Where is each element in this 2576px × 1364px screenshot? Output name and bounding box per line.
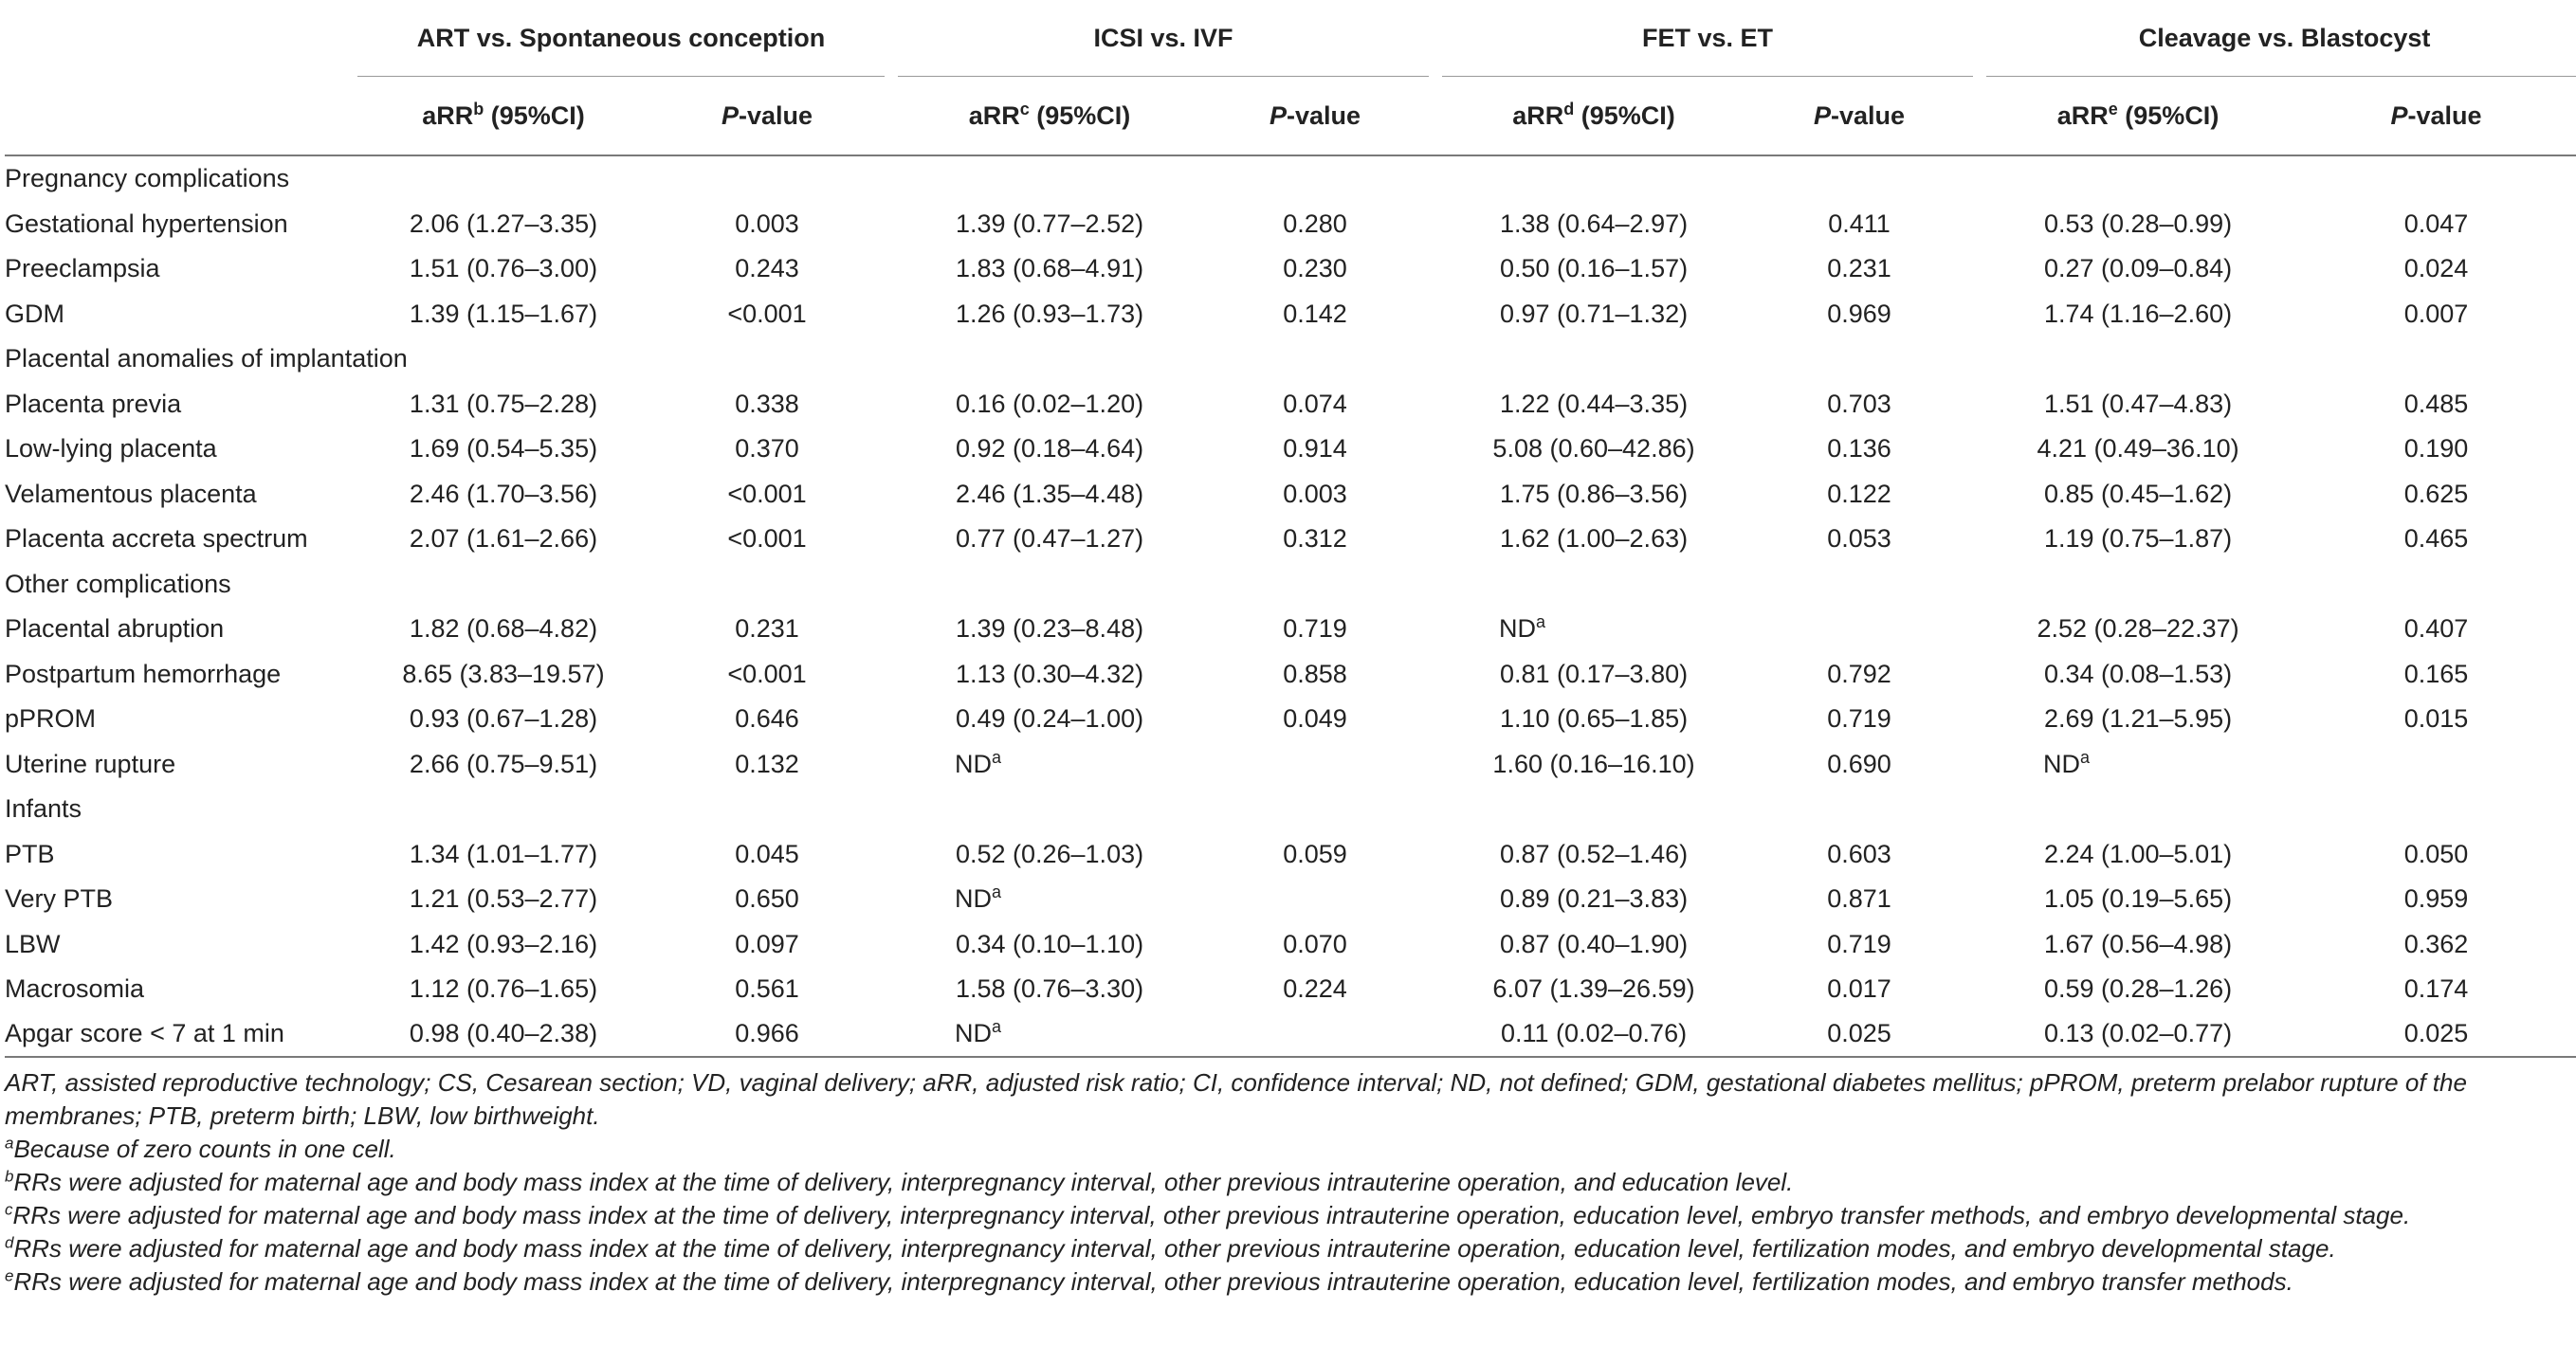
arr-value: 8.65 (3.83–19.57) bbox=[402, 659, 605, 688]
p-value: 0.243 bbox=[735, 254, 799, 283]
p-value: 0.190 bbox=[2403, 434, 2469, 464]
section-header-row bbox=[5, 336, 2576, 382]
arr-value: 2.52 (0.28–22.37) bbox=[2037, 614, 2239, 644]
p-value: 0.132 bbox=[735, 749, 799, 778]
p-label: P bbox=[2390, 100, 2408, 130]
footnote-marker: d bbox=[1563, 99, 1575, 118]
p-label: P bbox=[1813, 100, 1831, 130]
table-row bbox=[5, 877, 2576, 922]
gap-cell bbox=[1973, 472, 1986, 518]
gap-cell bbox=[1973, 427, 1986, 472]
p-value: 0.136 bbox=[1827, 434, 1891, 464]
gap-cell bbox=[1429, 922, 1442, 968]
p-value: 0.050 bbox=[2403, 839, 2469, 868]
p-value: 0.561 bbox=[735, 974, 799, 1004]
arr-value: 2.69 (1.21–5.95) bbox=[2043, 704, 2233, 734]
p-suffix: -value bbox=[1287, 100, 1361, 130]
arr-column-header bbox=[357, 77, 649, 156]
arr-value: 1.39 (0.77–2.52) bbox=[955, 209, 1144, 238]
nd-label: ND bbox=[2043, 749, 2081, 778]
footnote-marker: b bbox=[473, 99, 484, 118]
footnote bbox=[5, 1232, 2569, 1265]
arr-value: 1.39 (1.15–1.67) bbox=[409, 299, 598, 328]
gap-cell bbox=[1429, 382, 1442, 427]
section-header-row bbox=[5, 787, 2576, 832]
table-row bbox=[5, 382, 2576, 427]
gap-cell bbox=[1429, 202, 1442, 247]
arr-label: aRR bbox=[1512, 100, 1564, 130]
gap-cell bbox=[1429, 427, 1442, 472]
p-value: 0.407 bbox=[2403, 614, 2469, 644]
footnote bbox=[5, 1265, 2569, 1299]
section-title: Placental anomalies of implantation bbox=[5, 344, 408, 373]
gap-cell bbox=[885, 922, 898, 968]
header-gap-cell bbox=[1973, 0, 1986, 77]
p-value: 0.312 bbox=[1283, 524, 1347, 554]
p-value: 0.142 bbox=[1283, 299, 1347, 328]
arr-value: 1.39 (0.23–8.48) bbox=[955, 614, 1144, 644]
p-value: 0.411 bbox=[1828, 209, 1891, 238]
arr-value: 0.81 (0.17–3.80) bbox=[1499, 659, 1689, 688]
footnote bbox=[5, 1066, 2569, 1133]
p-value: 0.719 bbox=[1827, 704, 1891, 734]
table-row bbox=[5, 922, 2576, 968]
arr-column-header bbox=[1986, 77, 2290, 156]
section-title: Other complications bbox=[5, 569, 231, 598]
p-value: 0.719 bbox=[1283, 614, 1347, 644]
footnote-marker: e bbox=[5, 1266, 14, 1285]
row-label: Macrosomia bbox=[5, 974, 145, 1004]
table-row bbox=[5, 967, 2576, 1012]
footnote bbox=[5, 1133, 2569, 1166]
group-header bbox=[1986, 0, 2576, 77]
row-label: pPROM bbox=[5, 704, 97, 734]
p-value: 0.015 bbox=[2403, 704, 2469, 734]
gap-cell bbox=[1973, 697, 1986, 742]
gap-cell bbox=[1973, 652, 1986, 698]
arr-value: 0.97 (0.71–1.32) bbox=[1499, 299, 1689, 328]
gap-cell bbox=[885, 1012, 898, 1057]
footnote-marker: a bbox=[992, 882, 1002, 902]
arr-value: 0.11 (0.02–0.76) bbox=[1442, 1012, 1745, 1057]
footnote bbox=[5, 1199, 2569, 1232]
nd-label: ND bbox=[955, 749, 993, 778]
p-value-column-header bbox=[1745, 77, 1973, 156]
p-value: 0.603 bbox=[1827, 839, 1891, 868]
section-header-row bbox=[5, 562, 2576, 608]
gap-cell bbox=[1429, 472, 1442, 518]
p-value: 0.224 bbox=[1283, 974, 1347, 1004]
p-value: 0.485 bbox=[2403, 389, 2469, 418]
p-value: 0.792 bbox=[1827, 659, 1891, 688]
gap-cell bbox=[1429, 246, 1442, 292]
arr-value: 0.87 (0.52–1.46) bbox=[1499, 839, 1689, 868]
arr-value: 1.19 (0.75–1.87) bbox=[2043, 524, 2233, 554]
section-title: Pregnancy complications bbox=[5, 164, 290, 193]
header-column-row bbox=[5, 77, 2576, 156]
group-title: ICSI vs. IVF bbox=[1093, 23, 1233, 52]
gap-cell bbox=[885, 967, 898, 1012]
p-value-column-header bbox=[649, 77, 885, 156]
arr-value: 1.26 (0.93–1.73) bbox=[955, 299, 1144, 328]
table-row bbox=[5, 202, 2576, 247]
arr-value: 1.10 (0.65–1.85) bbox=[1499, 704, 1689, 734]
arr-label: aRR bbox=[2056, 100, 2109, 130]
nd-label: ND bbox=[955, 1019, 993, 1047]
gap-cell bbox=[1429, 742, 1442, 788]
row-label: GDM bbox=[5, 299, 64, 328]
arr-value: 0.52 (0.26–1.03) bbox=[955, 839, 1144, 868]
table-row bbox=[5, 292, 2576, 337]
footnote-marker: b bbox=[5, 1167, 14, 1186]
results-table bbox=[5, 0, 2576, 1058]
not-defined-cell bbox=[898, 877, 1201, 922]
p-value: 0.871 bbox=[1827, 884, 1891, 914]
gap-cell bbox=[1973, 877, 1986, 922]
group-title: FET vs. ET bbox=[1642, 23, 1774, 52]
row-label: LBW bbox=[5, 929, 61, 958]
arr-value: 0.98 (0.40–2.38) bbox=[357, 1012, 649, 1057]
gap-cell bbox=[1973, 922, 1986, 968]
p-value: 0.362 bbox=[2403, 929, 2469, 958]
arr-value: 1.34 (1.01–1.77) bbox=[409, 839, 598, 868]
footnote-marker: a bbox=[5, 1134, 14, 1153]
gap-cell bbox=[885, 697, 898, 742]
p-value: 0.003 bbox=[735, 209, 799, 238]
footnote-marker: c bbox=[1019, 99, 1030, 118]
gap-cell bbox=[1429, 877, 1442, 922]
footnote bbox=[5, 1166, 2569, 1199]
not-defined-cell bbox=[1986, 742, 2290, 788]
row-label: Uterine rupture bbox=[5, 749, 176, 778]
header-group-row bbox=[5, 0, 2576, 77]
footnote-marker: e bbox=[2108, 99, 2118, 118]
arr-value: 1.74 (1.16–2.60) bbox=[2043, 299, 2233, 328]
p-value: 0.230 bbox=[1283, 254, 1347, 283]
arr-value: 1.12 (0.76–1.65) bbox=[409, 974, 598, 1004]
group-header bbox=[1442, 0, 1973, 77]
gap-cell bbox=[1973, 382, 1986, 427]
p-label: P bbox=[721, 100, 739, 130]
arr-value: 2.46 (1.35–4.48) bbox=[955, 479, 1144, 508]
header-gap-cell bbox=[1429, 77, 1442, 156]
gap-cell bbox=[1429, 517, 1442, 562]
footnote-marker: d bbox=[5, 1233, 14, 1252]
p-value: 0.703 bbox=[1827, 389, 1891, 418]
p-value: 0.969 bbox=[1827, 299, 1891, 328]
p-value: <0.001 bbox=[727, 659, 807, 688]
footnote-text: ART, assisted reproductive technology; CS, Cesarean section; VD, vaginal delivery; aRR, adjusted risk ratio; CI, confidence interval; ND, not defined; GDM, gestational diabetes mellitus; pPROM, preterm prelabor rupture of the membranes; PTB, preterm birth; LBW, low birthweight. bbox=[5, 1068, 2467, 1130]
nd-label: ND bbox=[955, 884, 993, 914]
section-header-row bbox=[5, 155, 2576, 202]
table-row bbox=[5, 652, 2576, 698]
footnote-text: Because of zero counts in one cell. bbox=[13, 1135, 396, 1163]
arr-value: 0.34 (0.10–1.10) bbox=[955, 929, 1144, 958]
table-row bbox=[5, 517, 2576, 562]
footnote-marker: c bbox=[5, 1200, 13, 1219]
arr-value: 2.06 (1.27–3.35) bbox=[409, 209, 598, 238]
row-label: PTB bbox=[5, 839, 55, 868]
header-blank-cell bbox=[5, 77, 357, 156]
gap-cell bbox=[885, 832, 898, 878]
ci-label: (95%CI) bbox=[1029, 100, 1131, 130]
header-gap-cell bbox=[1973, 77, 1986, 156]
arr-value: 0.50 (0.16–1.57) bbox=[1499, 254, 1689, 283]
gap-cell bbox=[1973, 1012, 1986, 1057]
gap-cell bbox=[1973, 246, 1986, 292]
p-value: 0.231 bbox=[1827, 254, 1891, 283]
arr-value: 1.13 (0.30–4.32) bbox=[955, 659, 1144, 688]
gap-cell bbox=[885, 427, 898, 472]
nd-label: ND bbox=[1499, 614, 1537, 644]
header-gap-cell bbox=[885, 77, 898, 156]
gap-cell bbox=[1429, 1012, 1442, 1057]
p-value: 0.966 bbox=[649, 1012, 885, 1057]
gap-cell bbox=[885, 607, 898, 652]
p-value: <0.001 bbox=[727, 479, 807, 508]
gap-cell bbox=[885, 382, 898, 427]
p-suffix: -value bbox=[738, 100, 813, 130]
arr-value: 0.13 (0.02–0.77) bbox=[1986, 1012, 2290, 1057]
gap-cell bbox=[885, 652, 898, 698]
gap-cell bbox=[885, 292, 898, 337]
arr-value: 0.93 (0.67–1.28) bbox=[409, 704, 598, 734]
arr-value: 0.53 (0.28–0.99) bbox=[2043, 209, 2233, 238]
p-value bbox=[1201, 877, 1429, 922]
p-value: 0.174 bbox=[2403, 974, 2469, 1004]
arr-value: 2.24 (1.00–5.01) bbox=[2043, 839, 2233, 868]
arr-value: 0.85 (0.45–1.62) bbox=[2043, 479, 2233, 508]
p-value bbox=[1745, 607, 1973, 652]
gap-cell bbox=[1973, 292, 1986, 337]
p-value: 0.625 bbox=[2403, 479, 2469, 508]
row-label: Gestational hypertension bbox=[5, 209, 288, 238]
table-row bbox=[5, 832, 2576, 878]
p-value: 0.024 bbox=[2403, 254, 2469, 283]
p-value: 0.165 bbox=[2403, 659, 2469, 688]
arr-value: 0.87 (0.40–1.90) bbox=[1499, 929, 1689, 958]
arr-value: 0.49 (0.24–1.00) bbox=[955, 704, 1144, 734]
p-value: 0.231 bbox=[735, 614, 799, 644]
table-row bbox=[5, 246, 2576, 292]
arr-value: 1.82 (0.68–4.82) bbox=[409, 614, 598, 644]
ci-label: (95%CI) bbox=[484, 100, 585, 130]
arr-value: 6.07 (1.39–26.59) bbox=[1492, 974, 1695, 1004]
row-label: Placental abruption bbox=[5, 614, 225, 644]
p-value bbox=[1201, 1012, 1429, 1057]
arr-value: 1.22 (0.44–3.35) bbox=[1499, 389, 1689, 418]
p-value-column-header bbox=[1201, 77, 1429, 156]
arr-value: 1.62 (1.00–2.63) bbox=[1499, 524, 1689, 554]
arr-value: 0.77 (0.47–1.27) bbox=[955, 524, 1144, 554]
arr-value: 1.83 (0.68–4.91) bbox=[955, 254, 1144, 283]
arr-value: 0.89 (0.21–3.83) bbox=[1499, 884, 1689, 914]
not-defined-cell bbox=[1442, 607, 1745, 652]
section-title: Infants bbox=[5, 794, 82, 824]
p-suffix: -value bbox=[2407, 100, 2482, 130]
p-value: 0.025 bbox=[1745, 1012, 1973, 1057]
arr-value: 1.75 (0.86–3.56) bbox=[1499, 479, 1689, 508]
p-value-column-header bbox=[2290, 77, 2576, 156]
table-row bbox=[5, 697, 2576, 742]
p-value: 0.122 bbox=[1827, 479, 1891, 508]
p-value: 0.007 bbox=[2403, 299, 2469, 328]
arr-value: 0.92 (0.18–4.64) bbox=[955, 434, 1144, 464]
table-body bbox=[5, 155, 2576, 1057]
group-title: Cleavage vs. Blastocyst bbox=[2138, 23, 2431, 52]
arr-column-header bbox=[898, 77, 1201, 156]
p-value: 0.280 bbox=[1283, 209, 1347, 238]
arr-value: 5.08 (0.60–42.86) bbox=[1492, 434, 1695, 464]
gap-cell bbox=[1973, 967, 1986, 1012]
p-value: 0.097 bbox=[735, 929, 799, 958]
arr-value: 1.67 (0.56–4.98) bbox=[2043, 929, 2233, 958]
arr-value: 2.46 (1.70–3.56) bbox=[409, 479, 598, 508]
gap-cell bbox=[1429, 832, 1442, 878]
gap-cell bbox=[1429, 607, 1442, 652]
not-defined-cell bbox=[898, 1012, 1201, 1057]
table-row bbox=[5, 607, 2576, 652]
footnote-text: RRs were adjusted for maternal age and body mass index at the time of delivery, interpregnancy interval, other previous intrauterine operation, education level, fertilization modes, and embryo transfer methods. bbox=[13, 1267, 2293, 1296]
table-row bbox=[5, 472, 2576, 518]
p-value: <0.001 bbox=[727, 524, 807, 554]
gap-cell bbox=[885, 517, 898, 562]
p-value: 0.959 bbox=[2403, 884, 2469, 914]
footnote-text: RRs were adjusted for maternal age and body mass index at the time of delivery, interpregnancy interval, other previous intrauterine operation, education level, embryo transfer methods, and embryo developmental stage. bbox=[12, 1201, 2411, 1229]
gap-cell bbox=[1973, 517, 1986, 562]
gap-cell bbox=[1973, 832, 1986, 878]
p-value: 0.338 bbox=[735, 389, 799, 418]
arr-value: 4.21 (0.49–36.10) bbox=[2037, 434, 2239, 464]
p-value: 0.053 bbox=[1827, 524, 1891, 554]
footnote-marker: a bbox=[1536, 612, 1546, 632]
gap-cell bbox=[885, 472, 898, 518]
group-header bbox=[357, 0, 885, 77]
p-value: 0.914 bbox=[1283, 434, 1347, 464]
table-row bbox=[5, 1012, 2576, 1057]
table-row bbox=[5, 742, 2576, 788]
arr-value: 1.60 (0.16–16.10) bbox=[1492, 749, 1695, 778]
group-header bbox=[898, 0, 1429, 77]
p-value: 0.047 bbox=[2403, 209, 2469, 238]
arr-value: 0.27 (0.09–0.84) bbox=[2043, 254, 2233, 283]
arr-value: 0.34 (0.08–1.53) bbox=[2043, 659, 2233, 688]
arr-value: 1.31 (0.75–2.28) bbox=[409, 389, 598, 418]
gap-cell bbox=[1429, 652, 1442, 698]
arr-value: 1.51 (0.76–3.00) bbox=[409, 254, 598, 283]
row-label: Velamentous placenta bbox=[5, 479, 257, 508]
gap-cell bbox=[1973, 202, 1986, 247]
arr-label: aRR bbox=[422, 100, 474, 130]
gap-cell bbox=[885, 742, 898, 788]
p-value: 0.025 bbox=[2290, 1012, 2576, 1057]
p-value: 0.370 bbox=[735, 434, 799, 464]
gap-cell bbox=[885, 202, 898, 247]
not-defined-cell bbox=[898, 742, 1201, 788]
table-row bbox=[5, 427, 2576, 472]
p-value: 0.017 bbox=[1827, 974, 1891, 1004]
group-title: ART vs. Spontaneous conception bbox=[416, 23, 826, 52]
p-value: 0.059 bbox=[1283, 839, 1347, 868]
gap-cell bbox=[1429, 967, 1442, 1012]
arr-value: 1.42 (0.93–2.16) bbox=[409, 929, 598, 958]
gap-cell bbox=[1973, 607, 1986, 652]
row-label: Postpartum hemorrhage bbox=[5, 659, 282, 688]
arr-value: 1.51 (0.47–4.83) bbox=[2043, 389, 2233, 418]
arr-label: aRR bbox=[968, 100, 1020, 130]
arr-value: 2.66 (0.75–9.51) bbox=[409, 749, 598, 778]
arr-value: 0.59 (0.28–1.26) bbox=[2043, 974, 2233, 1004]
p-value: 0.465 bbox=[2403, 524, 2469, 554]
arr-value: 1.58 (0.76–3.30) bbox=[955, 974, 1144, 1004]
arr-value: 1.38 (0.64–2.97) bbox=[1499, 209, 1689, 238]
gap-cell bbox=[885, 246, 898, 292]
footnote-text: RRs were adjusted for maternal age and body mass index at the time of delivery, interpregnancy interval, other previous intrauterine operation, and education level. bbox=[13, 1168, 1794, 1196]
footnote-marker: a bbox=[992, 1017, 1002, 1036]
arr-value: 1.21 (0.53–2.77) bbox=[409, 884, 598, 914]
p-value: <0.001 bbox=[727, 299, 807, 328]
arr-value: 0.16 (0.02–1.20) bbox=[955, 389, 1144, 418]
p-value: 0.074 bbox=[1283, 389, 1347, 418]
arr-column-header bbox=[1442, 77, 1745, 156]
ci-label: (95%CI) bbox=[1574, 100, 1675, 130]
row-label: Placenta previa bbox=[5, 389, 182, 418]
arr-value: 1.69 (0.54–5.35) bbox=[409, 434, 598, 464]
p-value: 0.003 bbox=[1283, 479, 1347, 508]
arr-value: 1.05 (0.19–5.65) bbox=[2043, 884, 2233, 914]
p-value: 0.646 bbox=[735, 704, 799, 734]
footnote-text: RRs were adjusted for maternal age and body mass index at the time of delivery, interpregnancy interval, other previous intrauterine operation, education level, fertilization modes, and embryo developmental stage. bbox=[13, 1234, 2336, 1263]
footnote-marker: a bbox=[2080, 747, 2091, 767]
p-value bbox=[1201, 742, 1429, 788]
p-value: 0.858 bbox=[1283, 659, 1347, 688]
row-label: Placenta accreta spectrum bbox=[5, 524, 308, 554]
p-value: 0.650 bbox=[735, 884, 799, 914]
header-blank-cell bbox=[5, 0, 357, 77]
gap-cell bbox=[885, 877, 898, 922]
footnote-marker: a bbox=[992, 747, 1002, 767]
footnotes bbox=[5, 1066, 2569, 1299]
row-label: Apgar score < 7 at 1 min bbox=[5, 1012, 357, 1057]
gap-cell bbox=[1429, 292, 1442, 337]
p-value: 0.690 bbox=[1827, 749, 1891, 778]
row-label: Very PTB bbox=[5, 884, 114, 914]
p-value: 0.719 bbox=[1827, 929, 1891, 958]
row-label: Low-lying placenta bbox=[5, 434, 217, 464]
ci-label: (95%CI) bbox=[2117, 100, 2220, 130]
header-gap-cell bbox=[1429, 0, 1442, 77]
p-value: 0.045 bbox=[735, 839, 799, 868]
p-suffix: -value bbox=[1831, 100, 1906, 130]
gap-cell bbox=[1429, 697, 1442, 742]
p-label: P bbox=[1269, 100, 1287, 130]
p-value: 0.049 bbox=[1283, 704, 1347, 734]
p-value: 0.070 bbox=[1283, 929, 1347, 958]
header-gap-cell bbox=[885, 0, 898, 77]
gap-cell bbox=[1973, 742, 1986, 788]
row-label: Preeclampsia bbox=[5, 254, 160, 283]
p-value bbox=[2290, 742, 2576, 788]
arr-value: 2.07 (1.61–2.66) bbox=[409, 524, 598, 554]
